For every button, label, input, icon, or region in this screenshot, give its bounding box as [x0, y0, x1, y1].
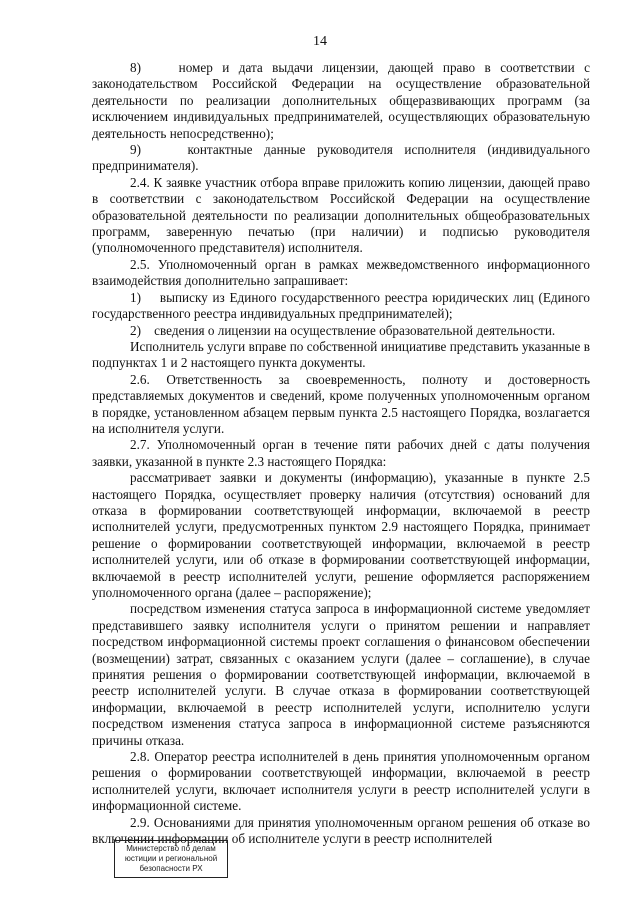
paragraph-2-7-review: рассматривает заявки и документы (информацию), указанные в пункте 2.5 настоящего Порядка, осуществляет проверку наличия (отсутствия) оснований для отказа в формировании соответствующей информации, включаемой в реестр исполнителей услуги, предусмотренных пунктом 2.9 настоящего Порядка, принимает решение о формировании соответствующей информации, включаемой в реестр исполнителей услуги, или об отказе в формировании соответствующей информации, включаемой в реестр исполнителей услуги, решение оформляется распоряжением уполномоченного органа (далее – распоряжение);	[92, 470, 590, 600]
paragraph-item-9: 9) контактные данные руководителя исполнителя (индивидуального предпринимателя).	[92, 142, 590, 174]
stamp-line: юстиции и региональной	[124, 854, 218, 863]
paragraph-2-5-note: Исполнитель услуги вправе по собственной инициативе представить указанные в подпунктах 1 и 2 настоящего пункта документы.	[92, 338, 590, 371]
paragraph-item-8: 8) номер и дата выдачи лицензии, дающей право в соответствии с законодательством Российской Федерации на осуществление образовательной деятельности по реализации дополнительных общеразвивающих программ (за исключением индивидуальных предпринимателей, осуществляющих образовательную деятельность непосредственно);	[92, 60, 590, 141]
paragraph-2-6: 2.6. Ответственность за своевременность, полноту и достоверность представляемых документов и сведений, кроме полученных уполномоченным органом в порядке, установленном абзацем первым пункта 2.5 настоящего Порядка, возлагается на исполнителя услуги.	[92, 371, 590, 436]
paragraph-2-4: 2.4. К заявке участник отбора вправе приложить копию лицензии, дающей право в соответствии с законодательством Российской Федерации на осуществление образовательной деятельности по реализации дополнительных общеобразовательных программ, заверенную печатью (при наличии) и подписью руководителя (уполномоченного представителя) исполнителя.	[92, 174, 590, 256]
paragraph-2-7: 2.7. Уполномоченный орган в течение пяти рабочих дней с даты получения заявки, указанной в пункте 2.3 настоящего Порядка:	[92, 437, 590, 469]
paragraph-2-9: 2.9. Основаниями для принятия уполномоченным органом решения об отказе во включении информации об исполнителе услуги в реестр исполнителей	[92, 814, 590, 847]
paragraph-2-5-item-2: 2) сведения о лицензии на осуществление образовательной деятельности.	[130, 322, 556, 338]
paragraph-2-8: 2.8. Оператор реестра исполнителей в день принятия уполномоченным органом решения о формировании соответствующей информации, включаемой в реестр исполнителей услуги, включает исполнителя услуги в реестр исполнителей услуги в информационной системе.	[92, 749, 590, 814]
paragraph-2-5: 2.5. Уполномоченный орган в рамках межведомственного информационного взаимодействия дополнительно запрашивает:	[92, 256, 590, 289]
ministry-stamp	[114, 840, 228, 878]
stamp-line: безопасности РХ	[139, 864, 203, 873]
page-number: 14	[313, 34, 327, 49]
stamp-line: Министерство по делам	[126, 844, 216, 853]
document-body	[92, 60, 590, 848]
paragraph-2-5-item-1: 1) выписку из Единого государственного реестра юридических лиц (Единого государственного реестра индивидуальных предпринимателей);	[92, 289, 590, 322]
paragraph-2-7-notify: посредством изменения статуса запроса в информационной системе уведомляет представившего заявку исполнителя услуги о принятом решении и направляет посредством информационной системы проект соглашения о финансовом обеспечении (возмещении) затрат, связанных с оказанием услуги (далее – соглашение), в случае принятия решения о формировании соответствующей информации, включаемой в реестр исполнителей услуги. В случае отказа в формировании соответствующей информации, включаемой в реестр исполнителей услуги, исполнителю услуги посредством изменения статуса запроса в информационной системе разъясняются причины отказа.	[92, 601, 590, 748]
